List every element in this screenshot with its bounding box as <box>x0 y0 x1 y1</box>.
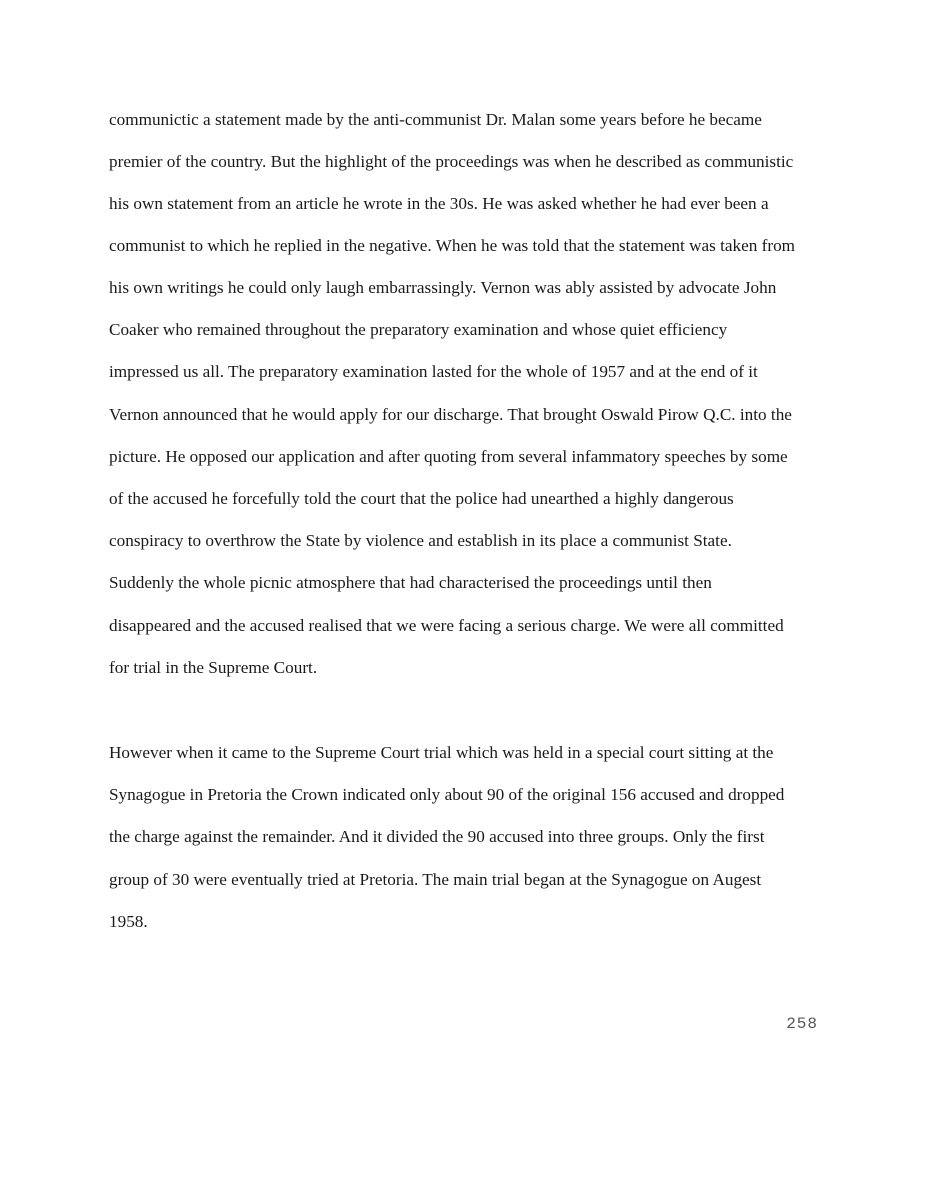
text-line: Synagogue in Pretoria the Crown indicated only about 90 of the original 156 accused and dropped <box>109 785 785 804</box>
text-line: premier of the country. But the highlight of the proceedings was when he described as communistic <box>109 152 794 171</box>
text-line: group of 30 were eventually tried at Pretoria. The main trial began at the Synagogue on Augest <box>109 870 762 889</box>
text-line: picture. He opposed our application and after quoting from several infammatory speeches by some <box>109 447 788 466</box>
text-line: the charge against the remainder. And it divided the 90 accused into three groups. Only the first <box>109 827 765 846</box>
text-line: impressed us all. The preparatory examination lasted for the whole of 1957 and at the end of it <box>109 362 758 381</box>
text-line: Coaker who remained throughout the preparatory examination and whose quiet efficiency <box>109 320 728 339</box>
text-line: Vernon announced that he would apply for our discharge. That brought Oswald Pirow Q.C. into the <box>109 405 792 424</box>
text-line: Suddenly the whole picnic atmosphere that had characterised the proceedings until then <box>109 573 712 592</box>
text-line: 1958. <box>109 912 148 931</box>
text-line: conspiracy to overthrow the State by violence and establish in its place a communist State. <box>109 531 732 550</box>
text-line: communist to which he replied in the negative. When he was told that the statement was taken from <box>109 236 796 255</box>
text-line: of the accused he forcefully told the court that the police had unearthed a highly dangerous <box>109 489 734 508</box>
text-line: for trial in the Supreme Court. <box>109 658 318 677</box>
text-line: his own statement from an article he wrote in the 30s. He was asked whether he had ever been a <box>109 194 769 213</box>
text-line: communictic a statement made by the anti-communist Dr. Malan some years before he became <box>109 110 762 129</box>
text-line: disappeared and the accused realised that we were facing a serious charge. We were all committed <box>109 616 784 635</box>
text-line: However when it came to the Supreme Court trial which was held in a special court sitting at the <box>109 743 774 762</box>
page-number: 258 <box>786 1015 818 1033</box>
text-line: his own writings he could only laugh embarrassingly. Vernon was ably assisted by advocate John <box>109 278 777 297</box>
